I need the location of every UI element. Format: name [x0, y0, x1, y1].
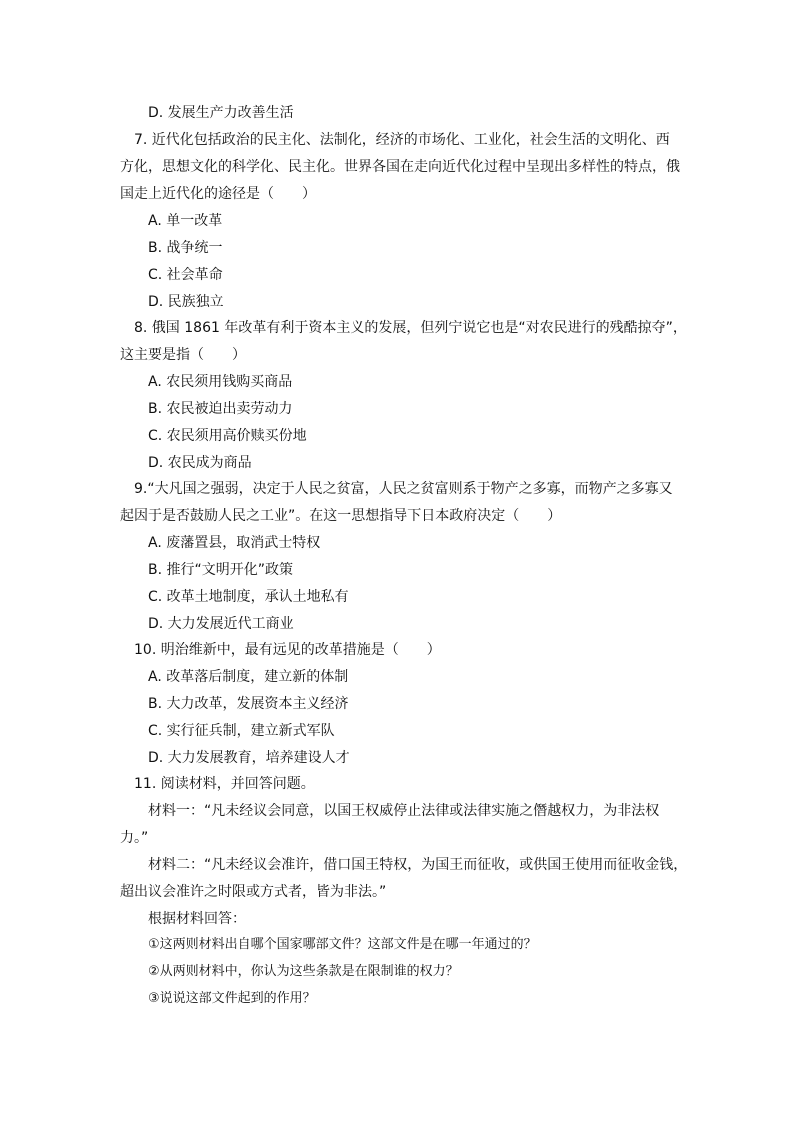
- question-stem: 11. 阅读材料，并回答问题。: [120, 776, 315, 792]
- answer-option: D. 农民成为商品: [148, 455, 252, 471]
- question-stem: 7. 近代化包括政治的民主化、法制化，经济的市场化、工业化，社会生活的文明化、西: [120, 132, 670, 148]
- answer-option: C. 实行征兵制，建立新式军队: [148, 723, 335, 739]
- answer-option: C. 农民须用高价赎买份地: [148, 428, 307, 444]
- answer-option: B. 大力改革，发展资本主义经济: [148, 696, 349, 712]
- answer-option: D. 民族独立: [148, 294, 224, 310]
- material-text: 材料一：“凡未经议会同意，以国王权威停止法律或法律实施之僭越权力，为非法权: [148, 803, 660, 819]
- text-line: 超出议会准许之时限或方式者，皆为非法。”: [120, 884, 387, 900]
- question-stem: 8. 俄国 1861 年改革有利于资本主义的发展，但列宁说它也是“对农民进行的残酷掠夺”，: [120, 320, 687, 336]
- text-line: 起因于是否鼓励人民之工业”。在这一思想指导下日本政府决定（ ）: [120, 508, 562, 524]
- text-line: 方化，思想文化的科学化、民主化。世界各国在走向近代化过程中呈现出多样性的特点，俄: [120, 159, 680, 175]
- answer-option: D. 大力发展近代工商业: [148, 616, 294, 632]
- answer-option: D. 大力发展教育，培养建设人才: [148, 750, 350, 766]
- answer-option: A. 废藩置县，取消武士特权: [148, 535, 321, 551]
- question-stem: 9.“大凡国之强弱，决定于人民之贫富，人民之贫富则系于物产之多寡，而物产之多寡又: [120, 481, 673, 497]
- text-line: 国走上近代化的途径是（ ）: [120, 186, 316, 202]
- answer-option: A. 改革落后制度，建立新的体制: [148, 669, 349, 685]
- answer-option: B. 农民被迫出卖劳动力: [148, 401, 293, 417]
- answer-option: B. 推行“文明开化”政策: [148, 562, 294, 578]
- material-text: 材料二：“凡未经议会准许，借口国王特权，为国王而征收，或供国王使用而征收金钱，: [148, 857, 688, 873]
- sub-question: ③说说这部文件起到的作用？: [148, 991, 316, 1006]
- material-text: 根据材料回答：: [148, 911, 246, 927]
- sub-question: ②从两则材料中，你认为这些条款是在限制谁的权力？: [148, 964, 459, 979]
- text-line: 这主要是指（ ）: [120, 347, 246, 363]
- sub-question: ①这两则材料出自哪个国家哪部文件？这部文件是在哪一年通过的？: [148, 937, 537, 952]
- text-line: 力。”: [120, 830, 149, 846]
- question-stem: 10. 明治维新中，最有远见的改革措施是（ ）: [120, 642, 441, 658]
- answer-option: B. 战争统一: [148, 240, 223, 256]
- answer-option: C. 改革土地制度，承认土地私有: [148, 589, 349, 605]
- answer-option: C. 社会革命: [148, 267, 223, 283]
- answer-option: D. 发展生产力改善生活: [148, 105, 294, 121]
- answer-option: A. 农民须用钱购买商品: [148, 374, 293, 390]
- answer-option: A. 单一改革: [148, 213, 223, 229]
